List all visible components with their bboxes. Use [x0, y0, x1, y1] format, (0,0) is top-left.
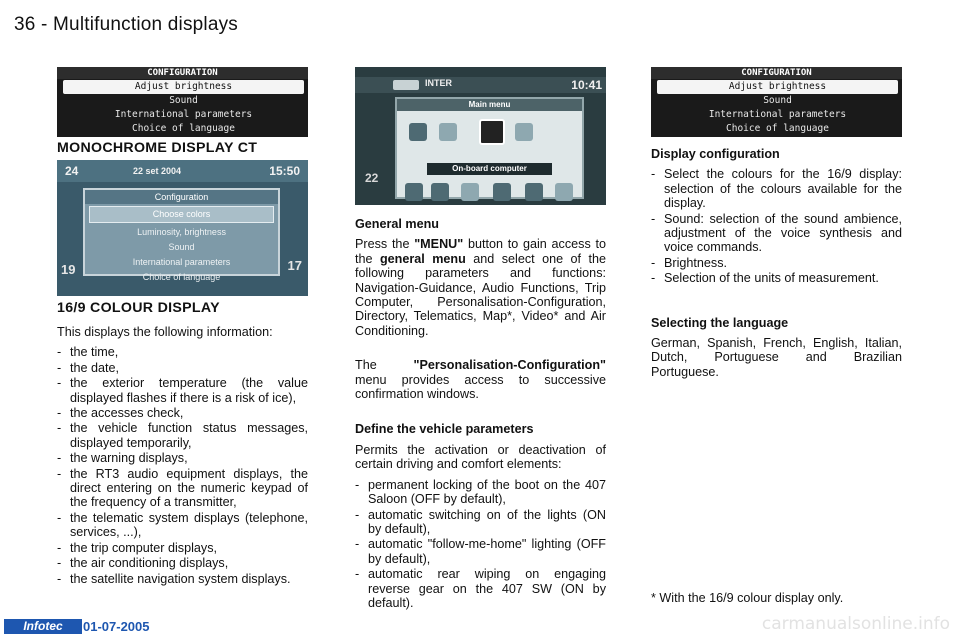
personalisation-ref: "Personalisation-Configuration" — [413, 358, 606, 373]
list-item: - Selection of the units of measurement. — [651, 271, 902, 285]
watermark-text: carmanualsonline.info — [761, 614, 950, 634]
languages-text: German, Spanish, French, English, Italian, Dutch, Portuguese and Brazilian Portuguese. — [651, 336, 902, 379]
middle-text-column — [355, 217, 606, 611]
configuration-list — [651, 167, 902, 285]
display-items-list — [57, 345, 308, 586]
list-item: - the exterior temperature (the value displayed flashes if there is a risk of ice), — [57, 376, 308, 405]
telematics-icon — [405, 183, 423, 201]
list-item: - permanent locking of the boot on the 407 Saloon (OFF by default), — [355, 478, 606, 507]
dialog-item: Luminosity, brightness — [137, 227, 226, 237]
list-item: - automatic rear wiping on engaging reverse gear on the 407 SW (ON by default). — [355, 567, 606, 610]
list-item: - the air conditioning displays, — [57, 556, 308, 570]
air-conditioning-icon — [525, 183, 543, 201]
configuration-dialog — [83, 188, 280, 282]
list-item: - the warning displays, — [57, 451, 308, 465]
date-readout: 22 set 2004 — [133, 166, 182, 176]
left-reading: 19 — [61, 262, 76, 277]
display-configuration-heading: Display configuration — [651, 147, 780, 161]
source-chip — [393, 80, 419, 90]
screen-menu-item: Adjust brightness — [63, 80, 304, 94]
list-item: - the vehicle function status messages, displayed temporarily, — [57, 421, 308, 450]
colour-screen-image — [57, 160, 308, 296]
screen-menu-item: Sound — [169, 95, 198, 106]
list-item: - the time, — [57, 345, 308, 359]
list-item: - the date, — [57, 361, 308, 375]
screen-menu-item: International parameters — [708, 109, 847, 120]
list-item: - automatic switching on of the lights (ON by default), — [355, 508, 606, 537]
phone-icon — [555, 183, 573, 201]
list-item: - the RT3 audio equipment displays, the direct entering on the numeric keypad of the frequency of a transmitter, — [57, 467, 308, 510]
page-title: 36 - Multifunction displays — [14, 14, 239, 35]
trip-computer-icon — [479, 119, 505, 145]
main-menu-panel — [395, 97, 584, 199]
time-readout: 10:41 — [571, 78, 602, 92]
screen-menu-item: International parameters — [114, 109, 253, 120]
screen-menu-item: Sound — [763, 95, 792, 106]
audio-icon — [439, 123, 457, 141]
temp-readout: 24 — [65, 164, 79, 178]
screen-title: CONFIGURATION — [147, 68, 218, 78]
footnote: * With the 16/9 colour display only. — [651, 591, 844, 605]
selecting-language-heading: Selecting the language — [651, 315, 789, 330]
screen-menu-item: Choice of language — [132, 123, 235, 134]
personalisation-text: The "Personalisation-Configuration" menu provides access to successive confirmation windows. — [355, 358, 606, 402]
general-menu-heading: General menu — [355, 217, 439, 231]
time-readout: 15:50 — [269, 164, 300, 178]
general-menu-ref: general menu — [379, 251, 466, 266]
list-item: - the telematic system displays (telephone, services, ...), — [57, 511, 308, 540]
list-item: - Select the colours for the 16/9 display: selection of the colours available for the display. — [651, 167, 902, 210]
monochrome-heading: MONOCHROME DISPLAY CT — [57, 140, 258, 156]
list-item: - the trip computer displays, — [57, 541, 308, 555]
left-text-column — [57, 325, 308, 587]
dialog-item: International parameters — [132, 257, 231, 267]
screen-menu-item: Choice of language — [726, 123, 829, 134]
left-reading: 22 — [365, 171, 379, 185]
screen-menu-item: Adjust brightness — [657, 80, 898, 94]
directory-icon — [515, 123, 533, 141]
panel-title: Main menu — [397, 99, 582, 111]
footer-date: 01-07-2005 — [83, 619, 150, 634]
list-item: - the satellite navigation system displays. — [57, 572, 308, 586]
selected-function-label: On-board computer — [427, 163, 552, 175]
mode-readout: INTER — [425, 78, 452, 88]
screen-title: CONFIGURATION — [741, 68, 812, 78]
dialog-item: Sound — [168, 242, 195, 252]
monochrome-config-screen-image — [651, 67, 902, 137]
right-reading: 17 — [287, 258, 302, 273]
dialog-item: Choose colors — [89, 206, 274, 223]
settings-icon — [431, 183, 449, 201]
infotec-badge: Infotec — [4, 619, 82, 634]
right-text-column — [651, 147, 902, 385]
intro-text: This displays the following information: — [57, 325, 273, 339]
dialog-item: Choice of language — [142, 272, 221, 282]
menu-button-ref: "MENU" — [414, 237, 464, 252]
video-icon — [493, 183, 511, 201]
define-parameters-heading: Define the vehicle parameters — [355, 422, 534, 437]
colour-display-heading: 16/9 COLOUR DISPLAY — [57, 300, 220, 316]
map-icon — [461, 183, 479, 201]
vehicle-parameters-list — [355, 478, 606, 611]
define-parameters-intro: Permits the activation or deactivation of certain driving and comfort elements: — [355, 442, 606, 472]
list-item: - Sound: selection of the sound ambience, adjustment of the voice synthesis and voice commands. — [651, 212, 902, 255]
monochrome-screen-image — [57, 67, 308, 137]
general-menu-text: Press the "MENU" button to gain access to the general menu and select one of the following parameters and functions: Navigation-Guidance, Audio Functions, Trip Computer, Personalisation-Configuration, Directory, Telematics, Map*, Video* and Air Conditioning. — [355, 237, 606, 338]
list-item: - Brightness. — [651, 256, 902, 270]
list-item: - automatic "follow-me-home" lighting (OFF by default), — [355, 537, 606, 566]
list-item: - the accesses check, — [57, 406, 308, 420]
dialog-title: Configuration — [85, 190, 278, 204]
navigation-icon — [409, 123, 427, 141]
main-menu-screen-image — [355, 67, 606, 205]
